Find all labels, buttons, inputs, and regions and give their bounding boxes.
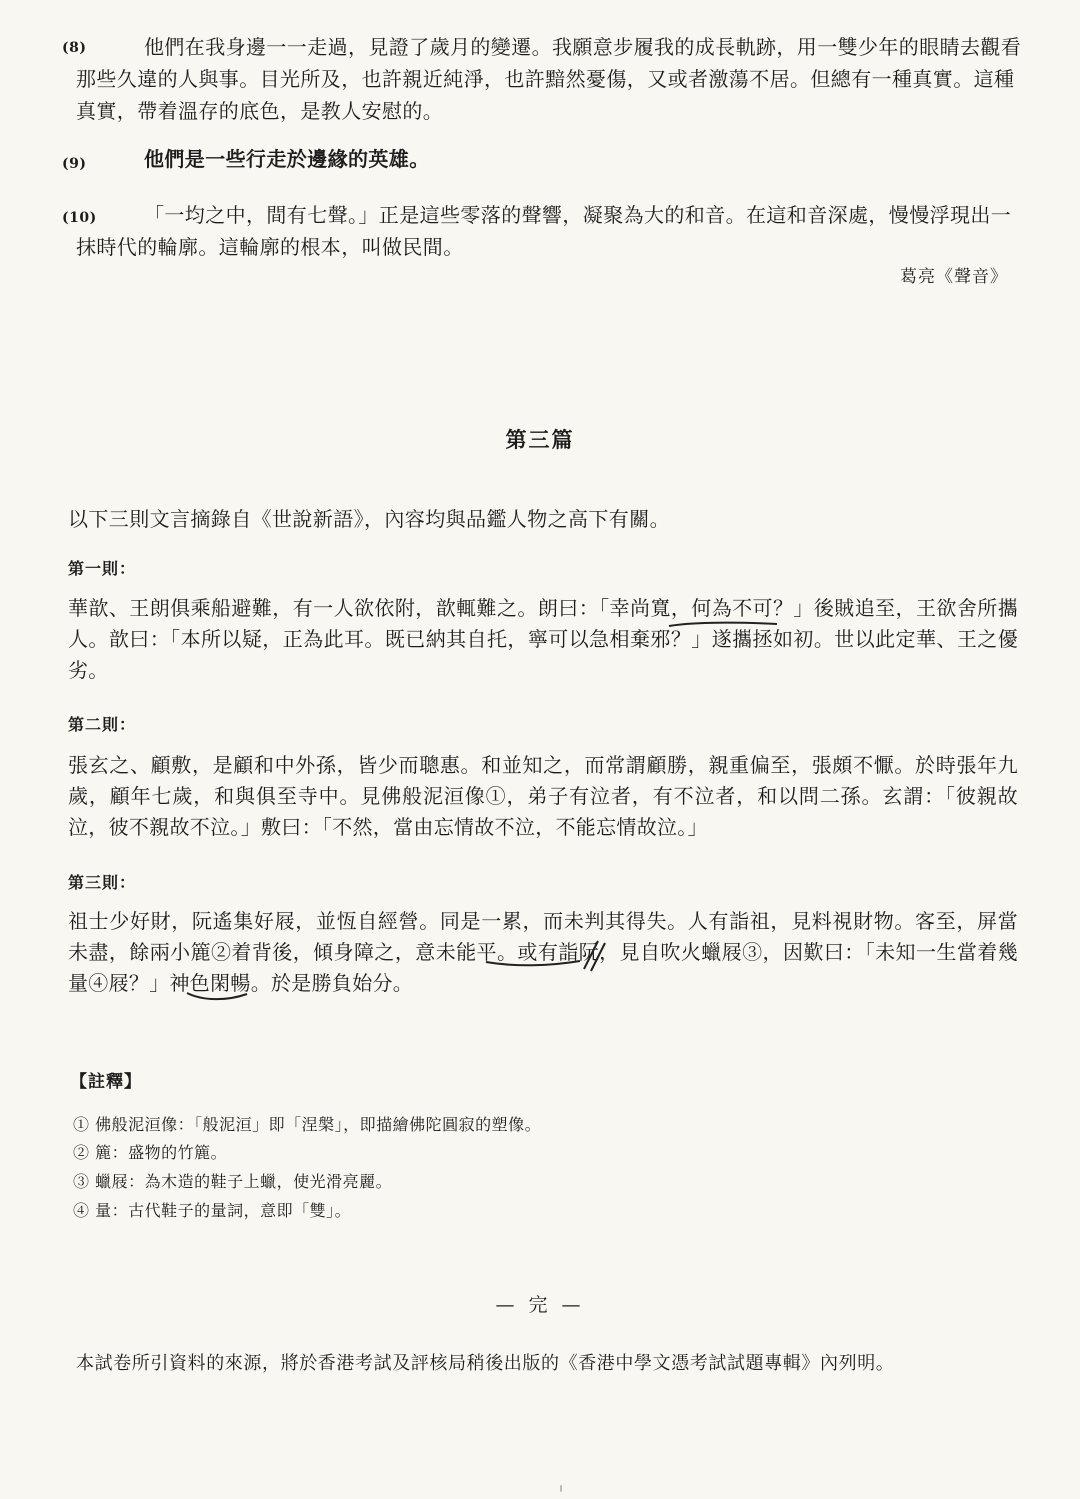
paragraph-10-text: 「一均之中，間有七聲。」正是這些零落的聲響，凝聚為大的和音。在這和音深處，慢慢浮現出一抹時代的輪廓。這輪廓的根本，叫做民間。 xyxy=(76,203,1012,259)
part-3-heading: 第三則： xyxy=(68,873,137,892)
paragraph-number-10: (10) xyxy=(62,210,97,226)
paragraph-number-9: (9) xyxy=(62,156,87,172)
paragraph-8-text: 他們在我身邊一一走過，見證了歲月的變遷。我願意步履我的成長軌跡，用一雙少年的眼睛去觀看那些久違的人與事。目光所及，也許親近純淨，也許黯然憂傷，又或者激蕩不居。但總有一種真實。這種真實，帶着溫存的底色，是教人安慰的。 xyxy=(76,35,1022,123)
footer-note: 本試卷所引資料的來源，將於香港考試及評核局稍後出版的《香港中學文憑考試試題專輯》內列明。 xyxy=(76,1353,895,1374)
note-item: ② 簏：盛物的竹簏。 xyxy=(73,1143,228,1162)
end-mark: — 完 — xyxy=(495,1294,585,1316)
part-2-text: 張玄之、顧敷，是顧和中外孫，皆少而聰惠。和並知之，而常謂顧勝，親重偏至，張頗不懨。於時張年九歲，顧年七歲，和與俱至寺中。見佛般泥洹像①，弟子有泣者，有不泣者，和以問二孫。玄謂：「彼親故泣，彼不親故不泣。」敷曰：「不然，當由忘情故不泣，不能忘情故泣。」 xyxy=(68,753,1018,839)
note-item: ④ 量：古代鞋子的量詞，意即「雙」。 xyxy=(73,1201,352,1220)
part-1-text: 華歆、王朗俱乘船避難，有一人欲依附，歆輒難之。朗曰：「幸尚寬，何為不可？」後賊追至，王欲舍所攜人。歆曰：「本所以疑，正為此耳。既已納其自托，寧可以急相棄邪？」遂攜拯如初。世以此定華、王之優劣。 xyxy=(68,596,1018,682)
part-3-text: 祖士少好財，阮遙集好屐，並恆自經營。同是一累，而未判其得失。人有詣祖，見料視財物。客至，屏當未盡，餘兩小簏②着背後，傾身障之，意未能平。或有詣阮，見自吹火蠟屐③，因歎曰：「未知一生當着幾量④屐？」神色閑暢。於是勝負始分。 xyxy=(68,909,1018,995)
note-item: ③ 蠟屐：為木造的鞋子上蠟，使光滑亮麗。 xyxy=(73,1172,393,1191)
section-intro: 以下三則文言摘錄自《世說新語》，內容均與品鑑人物之高下有關。 xyxy=(68,507,670,531)
part-1-heading: 第一則： xyxy=(68,559,137,578)
paragraph-9-text: 他們是一些行走於邊緣的英雄。 xyxy=(144,147,430,171)
part-2-heading: 第二則： xyxy=(68,715,137,734)
scan-speck xyxy=(560,1485,562,1492)
note-item: ① 佛般泥洹像：「般泥洹」即「涅槃」，即描繪佛陀圓寂的塑像。 xyxy=(73,1115,542,1134)
passage-source: 葛亮《聲音》 xyxy=(900,267,1008,287)
paragraph-number-8: (8) xyxy=(62,40,87,56)
notes-title: 【註釋】 xyxy=(70,1072,142,1092)
section-title: 第三篇 xyxy=(505,427,575,452)
